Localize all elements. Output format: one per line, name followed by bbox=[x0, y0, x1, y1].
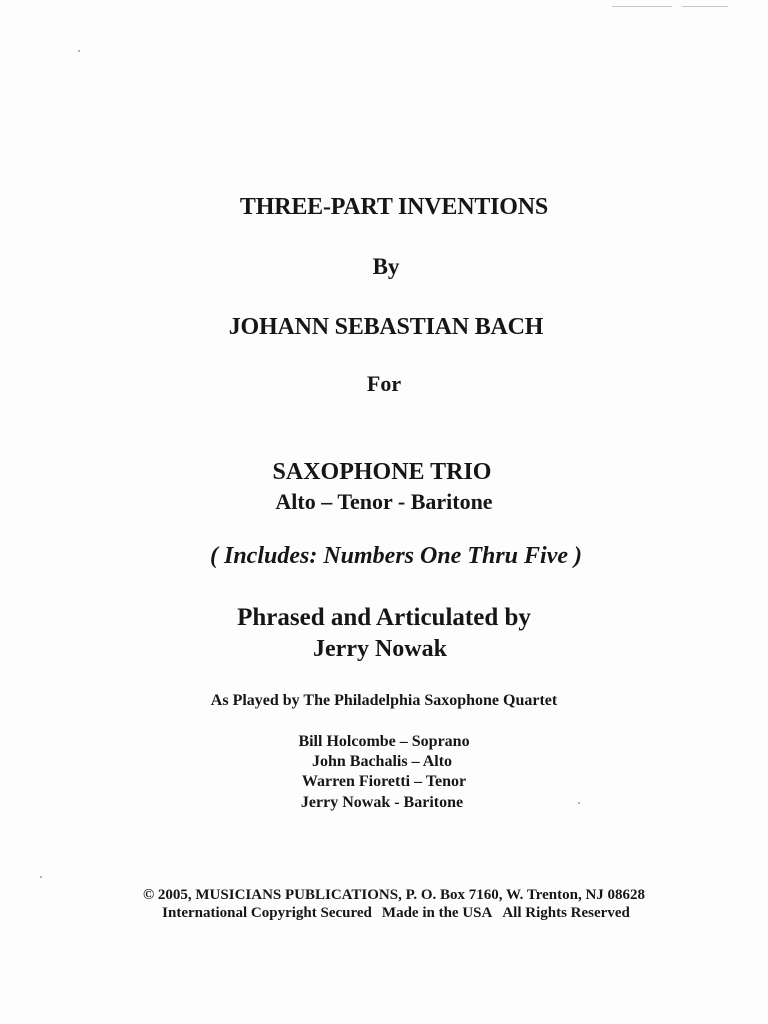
scan-speck bbox=[40, 876, 42, 878]
rights-line bbox=[12, 905, 768, 922]
quartet-member: John Bachalis – Alto bbox=[311, 753, 453, 770]
scan-edge-line bbox=[612, 6, 672, 7]
phrased-by-label: Phrased and Articulated by bbox=[237, 604, 531, 631]
copyright-secured: International Copyright Secured bbox=[162, 905, 372, 921]
as-played-by: As Played by The Philadelphia Saxophone Quartet bbox=[210, 692, 558, 709]
ensemble-voices: Alto – Tenor - Baritone bbox=[275, 489, 493, 514]
made-in-usa: Made in the USA bbox=[381, 905, 493, 921]
includes-note: ( Includes: Numbers One Thru Five ) bbox=[209, 543, 582, 569]
for-label: For bbox=[366, 371, 402, 396]
by-label: By bbox=[372, 254, 400, 279]
quartet-member: Jerry Nowak - Baritone bbox=[300, 794, 464, 811]
quartet-member: Warren Fioretti – Tenor bbox=[301, 773, 467, 790]
ensemble-name: SAXOPHONE TRIO bbox=[272, 459, 492, 485]
quartet-member: Bill Holcombe – Soprano bbox=[298, 733, 470, 750]
document-title: THREE-PART INVENTIONS bbox=[239, 194, 549, 220]
scan-speck bbox=[78, 50, 80, 52]
scan-edge-line bbox=[682, 6, 728, 7]
composer-name: JOHANN SEBASTIAN BACH bbox=[228, 314, 544, 340]
arranger-name: Jerry Nowak bbox=[313, 636, 447, 662]
all-rights-reserved: All Rights Reserved bbox=[502, 905, 630, 921]
copyright-notice: © 2005, MUSICIANS PUBLICATIONS, P. O. Box 7160, W. Trenton, NJ 08628 bbox=[142, 887, 646, 903]
